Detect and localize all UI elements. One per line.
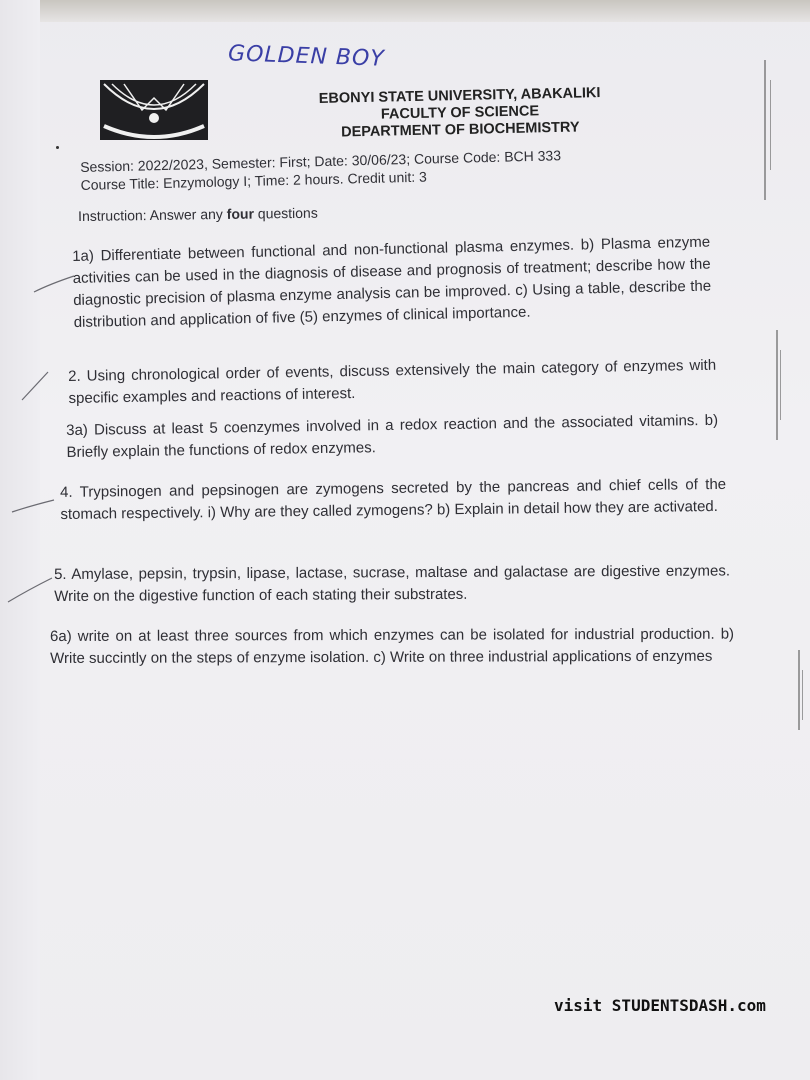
- university-logo: [98, 78, 210, 142]
- question-6: 6a) write on at least three sources from which enzymes can be isolated for industrial production. b) Write succintly on the steps of enzyme isolation. c) Write on three industrial applications of enzymes: [50, 625, 735, 667]
- instruction-suffix: questions: [253, 204, 318, 222]
- watermark-footer: visit STUDENTSDASH.com: [554, 996, 766, 1015]
- pencil-tick-mark: [30, 270, 80, 300]
- bullet-dot: [56, 146, 59, 149]
- question-3: 3a) Discuss at least 5 coenzymes involved in a redox reaction and the associated vitamins. b) Briefly explain the functions of redox enzymes.: [66, 411, 719, 461]
- scan-noise-right-edge: [740, 0, 810, 1080]
- pencil-tick-mark: [8, 494, 58, 518]
- question-5: 5. Amylase, pepsin, trypsin, lipase, lactase, sucrase, maltase and galactase are digestive enzymes. Write on the digestive function of each stating their substrates.: [54, 562, 731, 605]
- question-4: 4. Trypsinogen and pepsinogen are zymogens secreted by the pancreas and chief cells of the stomach respectively. i) Why are they called zymogens? b) Explain in detail how they are activated.: [60, 475, 727, 523]
- paper-left-margin: [0, 0, 40, 1080]
- instruction-count: four: [226, 205, 255, 222]
- exam-meta: [80, 143, 681, 194]
- handwritten-note: GOLDEN BOY: [227, 41, 386, 72]
- faculty-name: FACULTY OF SCIENCE: [380, 103, 540, 123]
- paper-top-edge: [0, 0, 810, 22]
- question-2: 2. Using chronological order of events, discuss extensively the main category of enzymes with specific examples and reactions of interest.: [68, 356, 717, 407]
- exam-header: [290, 84, 631, 142]
- department-name: DEPARTMENT OF BIOCHEMISTRY: [340, 119, 580, 141]
- instruction-line: [78, 201, 578, 224]
- question-1: 1a) Differentiate between functional and non-functional plasma enzymes. b) Plasma enzyme activities can be used in the diagnosis of disease and prognosis of treatment; describe how the diagnostic precision of plasma enzyme analysis can be improved. c) Using a table, describe the distribution and application of five (5) enzymes of clinical importance.: [72, 233, 712, 331]
- course-title-line: Course Title: Enzymology I; Time: 2 hours. Credit unit: 3: [80, 168, 428, 193]
- session-line: Session: 2022/2023, Semester: First; Date: 30/06/23; Course Code: BCH 333: [80, 147, 562, 175]
- pencil-slash-mark: [14, 366, 54, 406]
- university-name: EBONYI STATE UNIVERSITY, ABAKALIKI: [318, 85, 601, 107]
- instruction-prefix: Instruction: Answer any: [78, 205, 227, 224]
- pencil-tick-mark: [4, 572, 56, 608]
